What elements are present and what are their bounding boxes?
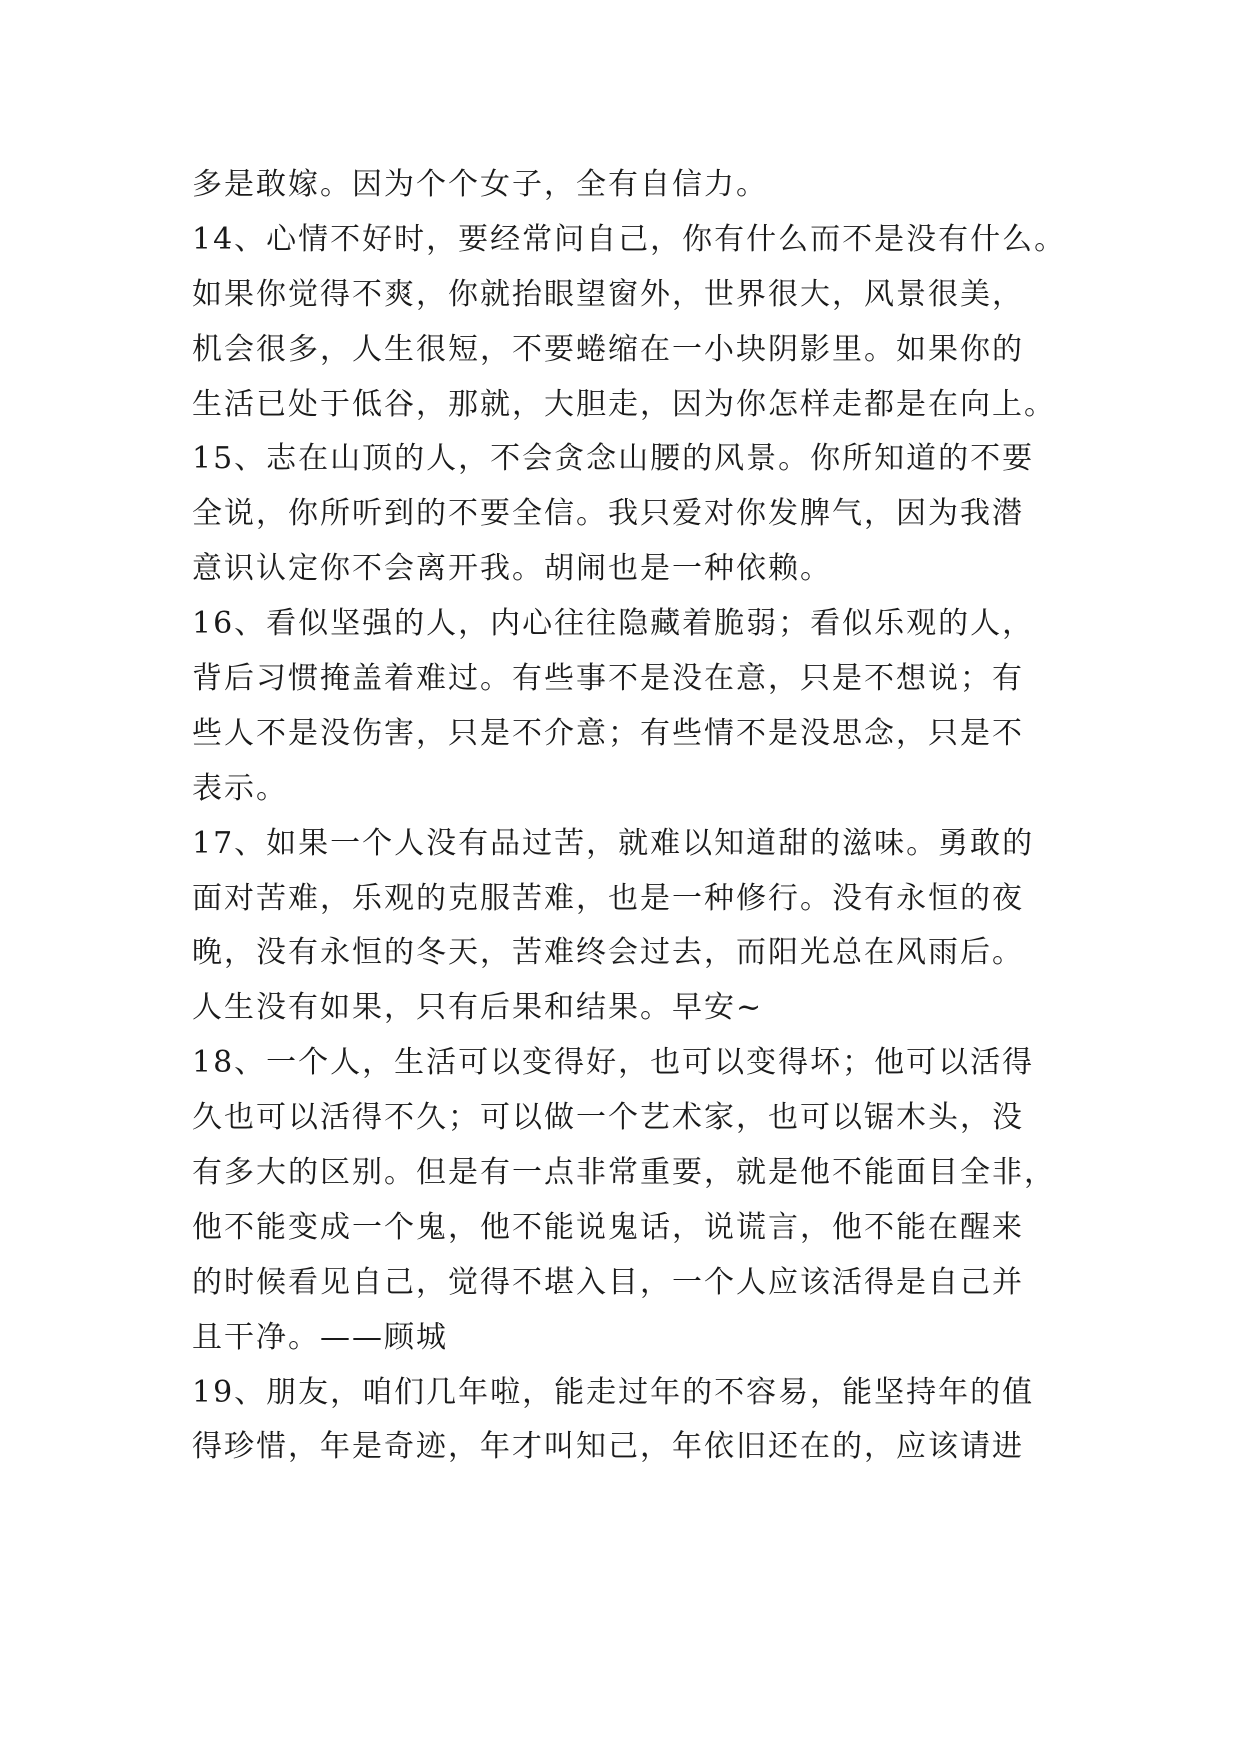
text-line: 且干净。——顾城	[192, 1319, 448, 1355]
text-line: 19、朋友，咱们几年啦，能走过年的不容易，能坚持年的值	[192, 1374, 1035, 1410]
text-line: 18、一个人，生活可以变得好，也可以变得坏；他可以活得	[192, 1045, 1035, 1081]
text-line: 晚，没有永恒的冬天，苦难终会过去，而阳光总在风雨后。	[192, 935, 1024, 971]
text-line: 如果你觉得不爽，你就抬眼望窗外，世界很大，风景很美，	[192, 276, 1024, 312]
text-line: 面对苦难，乐观的克服苦难，也是一种修行。没有永恒的夜	[192, 880, 1024, 916]
document-body	[192, 158, 1072, 1475]
text-line: 的时候看见自己，觉得不堪入目，一个人应该活得是自己并	[192, 1264, 1024, 1300]
text-line: 人生没有如果，只有后果和结果。早安~	[192, 990, 764, 1026]
text-line: 他不能变成一个鬼，他不能说鬼话，说谎言，他不能在醒来	[192, 1209, 1024, 1245]
text-line: 意识认定你不会离开我。胡闹也是一种依赖。	[192, 551, 832, 587]
text-line: 得珍惜，年是奇迹，年才叫知己，年依旧还在的，应该请进	[192, 1429, 1024, 1465]
text-line: 14、心情不好时，要经常问自己，你有什么而不是没有什么。	[192, 221, 1067, 257]
text-line: 些人不是没伤害，只是不介意；有些情不是没思念，只是不	[192, 715, 1024, 751]
text-line: 16、看似坚强的人，内心往往隐藏着脆弱；看似乐观的人，	[192, 606, 1035, 642]
text-line: 15、志在山顶的人，不会贪念山腰的风景。你所知道的不要	[192, 441, 1035, 477]
text-line: 多是敢嫁。因为个个女子，全有自信力。	[192, 167, 768, 202]
text-line: 17、如果一个人没有品过苦，就难以知道甜的滋味。勇敢的	[192, 825, 1035, 861]
text-line: 表示。	[192, 770, 288, 806]
text-line: 久也可以活得不久；可以做一个艺术家，也可以锯木头，没	[192, 1100, 1024, 1136]
text-line: 生活已处于低谷，那就，大胆走，因为你怎样走都是在向上。	[192, 386, 1056, 422]
text-line: 机会很多，人生很短，不要蜷缩在一小块阴影里。如果你的	[192, 331, 1024, 367]
text-line: 背后习惯掩盖着难过。有些事不是没在意，只是不想说；有	[192, 661, 1024, 697]
text-line: 有多大的区别。但是有一点非常重要，就是他不能面目全非，	[192, 1155, 1056, 1191]
text-line: 全说，你所听到的不要全信。我只爱对你发脾气，因为我潜	[192, 496, 1024, 532]
